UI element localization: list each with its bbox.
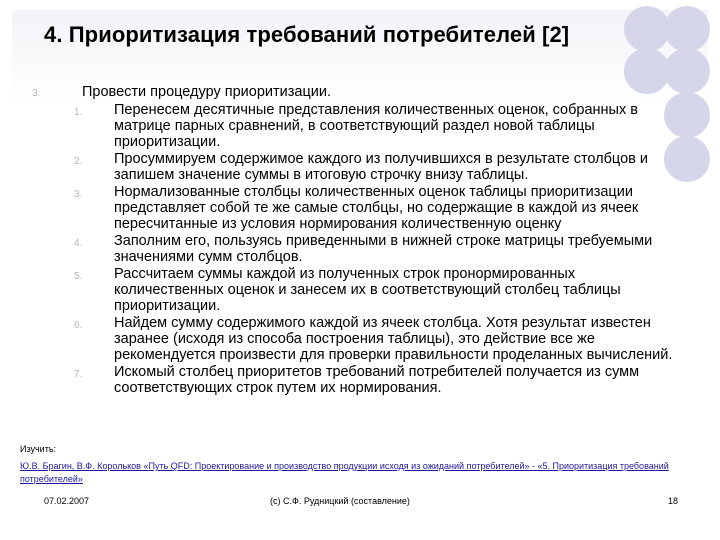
list-item-text: Провести процедуру приоритизации. [82, 84, 331, 100]
sub-list-item [72, 233, 696, 265]
sub-item-text: Искомый столбец приоритетов требований потребителей получается из сумм соответствующих строк путем их нормирования. [114, 364, 640, 396]
reference-link[interactable]: Ю.В. Брагин, В.Ф. Корольков «Путь QFD: Проектирование и производство продукции исходя из ожиданий потребителей» - «5. Приоритизация требований потребителей» [20, 461, 669, 484]
sub-item-number: 4. [74, 238, 83, 249]
page-number: 18 [668, 496, 679, 506]
sub-list-item [72, 266, 696, 314]
sub-list-item [72, 315, 696, 363]
sub-item-text: Нормализованные столбцы количественных оценок таблицы приоритизации представляет собой те же самые столбцы, но содержащие в каждой из ячеек пересчитанные из условия нормирования количественную оценку [114, 184, 639, 232]
sub-list-item [72, 364, 696, 396]
slide-title: 4. Приоритизация требований потребителей [2] [44, 22, 570, 47]
sub-item-number: 6. [74, 320, 83, 331]
sub-item-text: Рассчитаем суммы каждой из полученных строк пронормированных количественных оценок и занесем их в соответствующий столбец таблицы приоритизации. [114, 266, 621, 314]
sub-item-text: Найдем сумму содержимого каждой из ячеек столбца. Хотя результат известен заранее (исходя из способа построения таблицы), это действие все же рекомендуется произвести для проверки правильности проделанных вычислений. [114, 315, 673, 363]
sub-item-number: 7. [74, 369, 83, 380]
decor-circle [664, 6, 710, 52]
sub-list-item [72, 184, 696, 232]
sub-item-text: Просуммируем содержимое каждого из получившихся в результате столбцов и запишем значение суммы в итоговую строчку внизу таблицы. [114, 151, 648, 183]
study-label: Изучить: [20, 444, 57, 454]
list-item-main [32, 84, 696, 102]
sub-item-number: 3. [74, 189, 83, 200]
footer-date: 07.02.2007 [44, 496, 90, 506]
sub-item-number: 5. [74, 271, 83, 282]
sub-item-text: Заполним его, пользуясь приведенными в нижней строке матрицы требуемыми значениями сумм столбцов. [114, 233, 653, 265]
slide-content [32, 84, 696, 397]
list-item-number: 3. [32, 88, 41, 99]
sub-item-number: 2. [74, 156, 83, 167]
footer-author: (c) С.Ф. Рудницкий (составление) [270, 496, 410, 506]
sub-list-item [72, 151, 696, 183]
sub-list [72, 102, 696, 396]
sub-list-item [72, 102, 696, 150]
sub-item-number: 1. [74, 107, 83, 118]
sub-item-text: Перенесем десятичные представления количественных оценок, собранных в матрице парных сравнений, в соответствующий раздел новой таблицы приоритизации. [114, 102, 638, 150]
